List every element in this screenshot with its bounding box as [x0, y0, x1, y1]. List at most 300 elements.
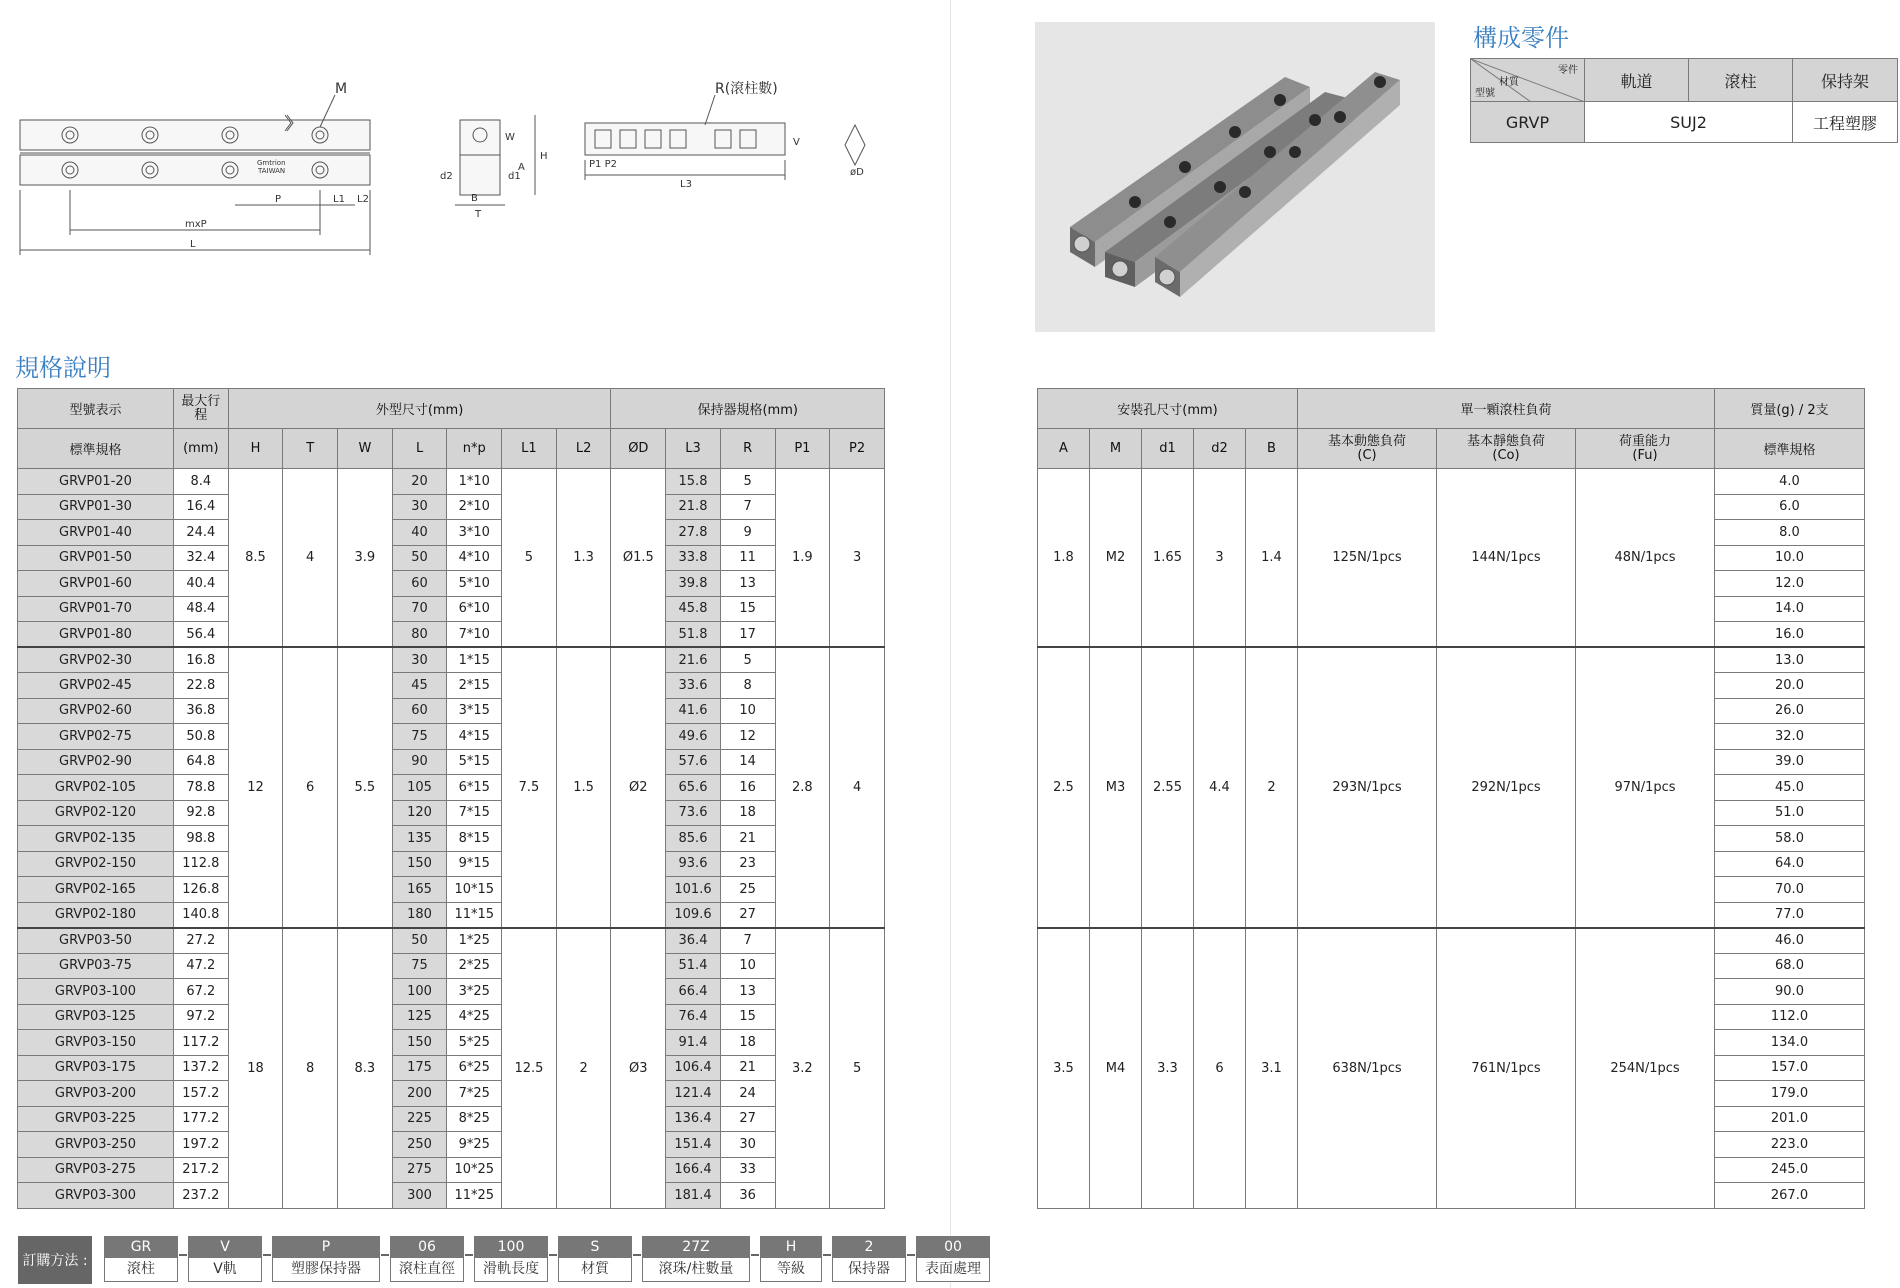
label-d2: d2	[440, 171, 453, 182]
cell: 126.8	[173, 877, 228, 903]
cell: GRVP02-75	[18, 724, 174, 750]
cell: 39.8	[666, 571, 721, 597]
cell: 26.0	[1715, 698, 1865, 724]
cell: 50.8	[173, 724, 228, 750]
th-co: 基本靜態負荷 (Co)	[1437, 429, 1576, 469]
cell: 267.0	[1715, 1183, 1865, 1209]
cell: 46.0	[1715, 928, 1865, 954]
cell: 2.5	[1038, 647, 1090, 928]
order-code-desc: 滾柱直徑	[391, 1258, 463, 1281]
cell: 1.65	[1142, 469, 1194, 648]
cell: 70.0	[1715, 877, 1865, 903]
cell: 97.2	[173, 1004, 228, 1030]
cell: 1.5	[556, 647, 611, 928]
cell: 90.0	[1715, 979, 1865, 1005]
order-label: 訂購方法 :	[18, 1236, 92, 1284]
table-row	[18, 1081, 885, 1107]
order-code-value: P	[273, 1237, 379, 1258]
cell: 93.6	[666, 851, 721, 877]
cell: 7	[720, 494, 775, 520]
cell: Ø1.5	[611, 469, 666, 648]
parts-material-suj2: SUJ2	[1585, 102, 1793, 143]
order-code-value: 06	[391, 1237, 463, 1258]
cell: 217.2	[173, 1157, 228, 1183]
table-row	[18, 775, 885, 801]
cell: 60	[392, 571, 447, 597]
load-table	[1037, 388, 1865, 1209]
cell: 50	[392, 545, 447, 571]
order-code	[390, 1236, 464, 1282]
table-row	[18, 571, 885, 597]
cell: 201.0	[1715, 1106, 1865, 1132]
order-separator	[263, 1254, 271, 1256]
cell: GRVP03-100	[18, 979, 174, 1005]
cell: 12	[720, 724, 775, 750]
cell: GRVP03-300	[18, 1183, 174, 1209]
order-code	[272, 1236, 380, 1282]
cell: 73.6	[666, 800, 721, 826]
cell: GRVP01-80	[18, 622, 174, 648]
cell: 12.0	[1715, 571, 1865, 597]
parts-col-cage: 保持架	[1793, 59, 1898, 102]
parts-title: 構成零件	[1473, 24, 1569, 52]
cell: GRVP02-60	[18, 698, 174, 724]
cell: 10*25	[447, 1157, 502, 1183]
cell: 7.5	[502, 647, 557, 928]
cell: 23	[720, 851, 775, 877]
cell: 2.55	[1142, 647, 1194, 928]
cell: 223.0	[1715, 1132, 1865, 1158]
table-row	[18, 928, 885, 954]
cell: 36.8	[173, 698, 228, 724]
th-stroke: 最大行程	[173, 389, 228, 429]
parts-model: GRVP	[1471, 102, 1585, 143]
cell: 120	[392, 800, 447, 826]
corner-model: 型號	[1475, 88, 1495, 99]
parts-col-rail: 軌道	[1585, 59, 1689, 102]
cell: 180	[392, 902, 447, 928]
cell: 250	[392, 1132, 447, 1158]
cell: 11	[720, 545, 775, 571]
cell: 166.4	[666, 1157, 721, 1183]
cell: M2	[1090, 469, 1142, 648]
cell: 77.0	[1715, 902, 1865, 928]
rail-render	[1070, 72, 1400, 297]
cell: 10	[720, 953, 775, 979]
cell: 21.6	[666, 647, 721, 673]
order-code	[558, 1236, 632, 1282]
cell: 7*25	[447, 1081, 502, 1107]
cell: 4	[830, 647, 885, 928]
cell: 21.8	[666, 494, 721, 520]
cell: 101.6	[666, 877, 721, 903]
cell: 27.8	[666, 520, 721, 546]
cell: 6	[283, 647, 338, 928]
cell: 3.9	[338, 469, 393, 648]
cell: 5*10	[447, 571, 502, 597]
table-row	[18, 545, 885, 571]
cell: 5*15	[447, 749, 502, 775]
th-mass-standard: 標準規格	[1715, 429, 1865, 469]
th-col-7: ØD	[611, 429, 666, 469]
cell: GRVP03-200	[18, 1081, 174, 1107]
cell: 1*15	[447, 647, 502, 673]
th-load-col-1: M	[1090, 429, 1142, 469]
table-row	[18, 647, 885, 673]
table-row	[18, 520, 885, 546]
order-code-desc: 滾柱	[105, 1258, 177, 1281]
table-row	[18, 953, 885, 979]
cell: 200	[392, 1081, 447, 1107]
cell: GRVP01-30	[18, 494, 174, 520]
cell: 8*25	[447, 1106, 502, 1132]
cell: 57.6	[666, 749, 721, 775]
cell: 41.6	[666, 698, 721, 724]
cell: 24	[720, 1081, 775, 1107]
label-h: H	[540, 151, 548, 162]
cell: 32.0	[1715, 724, 1865, 750]
th-col-6: L2	[556, 429, 611, 469]
cell: 80	[392, 622, 447, 648]
table-row	[18, 877, 885, 903]
cell: 98.8	[173, 826, 228, 852]
cell: 40	[392, 520, 447, 546]
parts-table	[1470, 58, 1898, 143]
order-code-desc: 塑膠保持器	[273, 1258, 379, 1281]
cell: 30	[720, 1132, 775, 1158]
cell: Ø3	[611, 928, 666, 1209]
cell: GRVP01-20	[18, 469, 174, 495]
cell: 150	[392, 1030, 447, 1056]
cell: 2*10	[447, 494, 502, 520]
cell: GRVP02-150	[18, 851, 174, 877]
order-code-value: V	[189, 1237, 261, 1258]
label-a: A	[518, 162, 525, 173]
cell: 3.2	[775, 928, 830, 1209]
spec-title: 規格說明	[15, 354, 111, 382]
th-load: 單一顆滾柱負荷	[1298, 389, 1715, 429]
cell: 25	[720, 877, 775, 903]
order-code-desc: V軌	[189, 1258, 261, 1281]
cell: 125	[392, 1004, 447, 1030]
cell: 64.8	[173, 749, 228, 775]
cell: 292N/1pcs	[1437, 647, 1576, 928]
cell: 51.4	[666, 953, 721, 979]
cell: 197.2	[173, 1132, 228, 1158]
cell: 225	[392, 1106, 447, 1132]
table-row	[18, 800, 885, 826]
cell: 66.4	[666, 979, 721, 1005]
order-code	[760, 1236, 822, 1282]
cell: 121.4	[666, 1081, 721, 1107]
cell: M3	[1090, 647, 1142, 928]
cell: 5	[720, 647, 775, 673]
label-v: V	[793, 137, 800, 148]
th-load-col-4: B	[1246, 429, 1298, 469]
cell: 4*25	[447, 1004, 502, 1030]
th-load-col-0: A	[1038, 429, 1090, 469]
cell: 157.0	[1715, 1055, 1865, 1081]
cell: 60	[392, 698, 447, 724]
cell: 12.5	[502, 928, 557, 1209]
cell: GRVP01-70	[18, 596, 174, 622]
table-row	[18, 1004, 885, 1030]
cell: 11*15	[447, 902, 502, 928]
order-code-value: 00	[917, 1237, 989, 1258]
cell: 151.4	[666, 1132, 721, 1158]
cell: 33.8	[666, 545, 721, 571]
table-row	[18, 826, 885, 852]
cell: 11*25	[447, 1183, 502, 1209]
cell: 39.0	[1715, 749, 1865, 775]
cell: 7*15	[447, 800, 502, 826]
cell: 8	[283, 928, 338, 1209]
cell: 36.4	[666, 928, 721, 954]
cell: M4	[1090, 928, 1142, 1209]
cell: 8.0	[1715, 520, 1865, 546]
th-col-5: L1	[502, 429, 557, 469]
parts-material-cage: 工程塑膠	[1793, 102, 1898, 143]
cell: 9*15	[447, 851, 502, 877]
spec-table	[17, 388, 885, 1209]
th-col-8: L3	[666, 429, 721, 469]
table-row	[18, 1030, 885, 1056]
cell: GRVP02-90	[18, 749, 174, 775]
order-separator	[823, 1254, 831, 1256]
cell: 6.0	[1715, 494, 1865, 520]
cell: 638N/1pcs	[1298, 928, 1437, 1209]
cell: 13.0	[1715, 647, 1865, 673]
cell: 2	[556, 928, 611, 1209]
cell: 20.0	[1715, 673, 1865, 699]
label-b: B	[471, 193, 478, 204]
cell: 3*25	[447, 979, 502, 1005]
cell: GRVP03-75	[18, 953, 174, 979]
cell: 6	[1194, 928, 1246, 1209]
cell: 16.0	[1715, 622, 1865, 648]
cell: GRVP02-180	[18, 902, 174, 928]
product-photo	[1035, 22, 1435, 332]
label-r: R(滾柱數)	[715, 81, 778, 97]
order-code-value: S	[559, 1237, 631, 1258]
cell: 33.6	[666, 673, 721, 699]
cell: 30	[392, 647, 447, 673]
table-row	[18, 749, 885, 775]
cell: 1.4	[1246, 469, 1298, 648]
corner-part: 零件	[1558, 65, 1578, 76]
order-code-value: 2	[833, 1237, 905, 1258]
table-row	[1038, 469, 1865, 495]
table-row	[18, 622, 885, 648]
cell: GRVP03-125	[18, 1004, 174, 1030]
cell: GRVP02-135	[18, 826, 174, 852]
cell: 106.4	[666, 1055, 721, 1081]
cell: 112.0	[1715, 1004, 1865, 1030]
cell: 5*25	[447, 1030, 502, 1056]
cell: 1.8	[1038, 469, 1090, 648]
cell: 12	[228, 647, 283, 928]
cell: 4	[283, 469, 338, 648]
cell: 165	[392, 877, 447, 903]
cell: 13	[720, 571, 775, 597]
cell: 150	[392, 851, 447, 877]
cell: 22.8	[173, 673, 228, 699]
order-code	[104, 1236, 178, 1282]
cell: 27	[720, 1106, 775, 1132]
cell: 761N/1pcs	[1437, 928, 1576, 1209]
country-mark: TAIWAN	[258, 167, 286, 175]
cell: 4.4	[1194, 647, 1246, 928]
cell: 1.9	[775, 469, 830, 648]
order-separator	[381, 1254, 389, 1256]
table-row	[18, 724, 885, 750]
cell: 51.0	[1715, 800, 1865, 826]
cell: 3*15	[447, 698, 502, 724]
th-cage: 保持器規格(mm)	[611, 389, 885, 429]
cell: 137.2	[173, 1055, 228, 1081]
label-l1: L1	[333, 194, 345, 205]
order-separator	[633, 1254, 641, 1256]
cell: 3.5	[1038, 928, 1090, 1209]
th-col-11: P2	[830, 429, 885, 469]
cell: 8	[720, 673, 775, 699]
table-row	[18, 1106, 885, 1132]
cell: GRVP03-275	[18, 1157, 174, 1183]
cell: 254N/1pcs	[1576, 928, 1715, 1209]
cell: 7	[720, 928, 775, 954]
cell: 58.0	[1715, 826, 1865, 852]
cell: 175	[392, 1055, 447, 1081]
cell: 70	[392, 596, 447, 622]
cell: 8*15	[447, 826, 502, 852]
cell: 92.8	[173, 800, 228, 826]
cell: 181.4	[666, 1183, 721, 1209]
cell: 179.0	[1715, 1081, 1865, 1107]
cell: 49.6	[666, 724, 721, 750]
th-standard: 標準規格	[18, 429, 174, 469]
cell: 100	[392, 979, 447, 1005]
table-row	[18, 979, 885, 1005]
cell: GRVP03-250	[18, 1132, 174, 1158]
cell: 10*15	[447, 877, 502, 903]
cell: 40.4	[173, 571, 228, 597]
brand-mark: Gmtrion	[257, 159, 286, 167]
cell: 13	[720, 979, 775, 1005]
order-separator	[549, 1254, 557, 1256]
cell: 21	[720, 826, 775, 852]
order-code-desc: 滾珠/柱數量	[643, 1258, 749, 1281]
order-code-value: GR	[105, 1237, 177, 1258]
th-col-9: R	[720, 429, 775, 469]
cell: 91.4	[666, 1030, 721, 1056]
th-col-3: L	[392, 429, 447, 469]
order-code-desc: 材質	[559, 1258, 631, 1281]
order-code-desc: 滑軌長度	[475, 1258, 547, 1281]
label-w: W	[505, 132, 515, 143]
cell: 6*10	[447, 596, 502, 622]
cell: 27.2	[173, 928, 228, 954]
parts-corner	[1471, 59, 1585, 102]
cell: 177.2	[173, 1106, 228, 1132]
cell: 18	[228, 928, 283, 1209]
cell: 237.2	[173, 1183, 228, 1209]
cell: 14.0	[1715, 596, 1865, 622]
th-outline: 外型尺寸(mm)	[228, 389, 611, 429]
cell: 275	[392, 1157, 447, 1183]
cell: GRVP02-120	[18, 800, 174, 826]
table-row	[18, 851, 885, 877]
table-row	[18, 596, 885, 622]
rail-drawing	[15, 75, 875, 275]
cell: 45.0	[1715, 775, 1865, 801]
order-code-value: 27Z	[643, 1237, 749, 1258]
cell: 97N/1pcs	[1576, 647, 1715, 928]
cell: 4*10	[447, 545, 502, 571]
th-col-0: H	[228, 429, 283, 469]
cell: 2.8	[775, 647, 830, 928]
cell: 75	[392, 724, 447, 750]
cell: 10	[720, 698, 775, 724]
table-row	[18, 1055, 885, 1081]
cell: 7*10	[447, 622, 502, 648]
cell: 9*25	[447, 1132, 502, 1158]
cell: 51.8	[666, 622, 721, 648]
cell: GRVP01-40	[18, 520, 174, 546]
cell: 30	[392, 494, 447, 520]
cell: 1.3	[556, 469, 611, 648]
th-mm: (mm)	[173, 429, 228, 469]
cell: 18	[720, 800, 775, 826]
label-l: L	[190, 239, 196, 250]
cell: 6*15	[447, 775, 502, 801]
cell: 36	[720, 1183, 775, 1209]
cell: 5.5	[338, 647, 393, 928]
cell: 27	[720, 902, 775, 928]
cell: 1*10	[447, 469, 502, 495]
cell: 112.8	[173, 851, 228, 877]
cell: 136.4	[666, 1106, 721, 1132]
table-row	[1038, 928, 1865, 954]
cell: 6*25	[447, 1055, 502, 1081]
cell: 3	[1194, 469, 1246, 648]
table-row	[1038, 647, 1865, 673]
cell: 65.6	[666, 775, 721, 801]
cell: 105	[392, 775, 447, 801]
cell: 15	[720, 1004, 775, 1030]
cell: 15	[720, 596, 775, 622]
cell: 3.3	[1142, 928, 1194, 1209]
cell: 56.4	[173, 622, 228, 648]
th-fu: 荷重能力 (Fu)	[1576, 429, 1715, 469]
cell: 21	[720, 1055, 775, 1081]
order-code	[474, 1236, 548, 1282]
cell: 117.2	[173, 1030, 228, 1056]
order-code	[916, 1236, 990, 1282]
cell: GRVP03-50	[18, 928, 174, 954]
order-code-desc: 表面處理	[917, 1258, 989, 1281]
cell: 20	[392, 469, 447, 495]
label-mxp: mxP	[185, 219, 207, 230]
cell: 18	[720, 1030, 775, 1056]
th-model: 型號表示	[18, 389, 174, 429]
cell: 68.0	[1715, 953, 1865, 979]
cell: 90	[392, 749, 447, 775]
cell: 134.0	[1715, 1030, 1865, 1056]
cell: 293N/1pcs	[1298, 647, 1437, 928]
order-code-value: 100	[475, 1237, 547, 1258]
cell: 45	[392, 673, 447, 699]
th-col-4: n*p	[447, 429, 502, 469]
